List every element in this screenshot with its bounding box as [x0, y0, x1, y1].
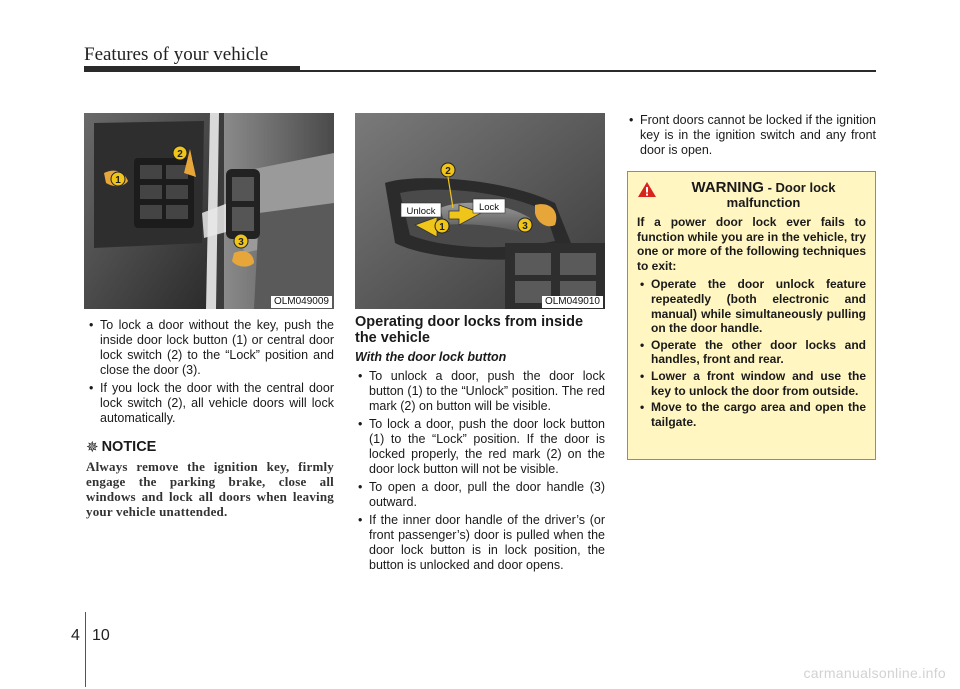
footer-divider [85, 612, 86, 687]
list-item: • To lock a door without the key, push the inside door lock button (1) or central door lock switch (2) to the “Lock” position and close the door (3). [86, 318, 334, 378]
middle-column [355, 314, 605, 576]
middle-bullet-list [355, 369, 605, 573]
unlock-label: Unlock [406, 206, 436, 217]
warning-title [661, 180, 866, 210]
page-header-title: Features of your vehicle [84, 44, 269, 65]
list-item: • Move to the cargo area and open the tailgate. [637, 400, 866, 429]
warning-triangle-icon [637, 181, 657, 198]
svg-text:3: 3 [238, 237, 244, 248]
list-item: • Front doors cannot be locked if the ignition key is in the ignition switch and any front door is open. [626, 113, 876, 158]
left-column [86, 318, 334, 519]
svg-text:2: 2 [445, 166, 451, 177]
list-item: • If the inner door handle of the driver’s (or front passenger’s) door is pulled when the door lock button is in lock position, the button is unlocked and door opens. [355, 513, 605, 573]
header-rule [84, 70, 876, 72]
svg-text:1: 1 [439, 222, 445, 233]
notice-body: Always remove the ignition key, firmly engage the parking brake, close all windows and lock all doors when leaving your vehicle unattended. [86, 459, 334, 519]
figure-code-middle: OLM049010 [542, 296, 603, 308]
left-bullet-list [86, 318, 334, 426]
warning-box [627, 171, 876, 460]
list-item: • To open a door, pull the door handle (3) outward. [355, 480, 605, 510]
warning-list [637, 277, 866, 429]
section-subheading: With the door lock button [355, 350, 507, 364]
list-item: • Lower a front window and use the key to unlock the door from outside. [637, 369, 866, 398]
door-interior-illustration [84, 113, 334, 309]
notice-title-text: NOTICE [101, 439, 157, 455]
lock-label: Lock [478, 202, 500, 213]
warning-word: WARNING [691, 179, 764, 196]
right-column [626, 113, 876, 161]
notice-heading [86, 440, 334, 455]
door-handle-illustration [355, 113, 605, 309]
list-item: • Operate the door unlock feature repeatedly (both electronic and manual) while simultaneously pulling on the door handle. [637, 277, 866, 335]
watermark-text: carmanualsonline.info [803, 665, 946, 681]
figure-code-left: OLM049009 [271, 296, 332, 308]
list-item: • To lock a door, push the door lock button (1) to the “Lock” position. If the door is locked properly, the red mark (2) on the door lock button will not be visible. [355, 417, 605, 477]
warning-subject: - Door lock malfunction [726, 180, 836, 210]
warning-heading [637, 180, 866, 210]
inner-door-handle-photo [355, 113, 605, 309]
door-lock-switch-photo [84, 113, 334, 309]
section-heading: Operating door locks from inside the vehicle [355, 314, 584, 346]
section-number: 4 [71, 627, 80, 644]
list-item: • To unlock a door, push the door lock button (1) to the “Unlock” position. The red mark (2) on button will be visible. [355, 369, 605, 414]
svg-text:2: 2 [177, 149, 183, 160]
svg-text:3: 3 [522, 221, 528, 232]
warning-intro: If a power door lock ever fails to function while you are in the vehicle, try one or more of the following techniques to exit: [637, 215, 866, 273]
list-item: • Operate the other door locks and handles, front and rear. [637, 338, 866, 367]
notice-star-icon: ✵ [86, 439, 99, 456]
svg-text:1: 1 [115, 175, 121, 186]
right-bullet-list [626, 113, 876, 158]
list-item: • If you lock the door with the central door lock switch (2), all vehicle doors will lock automatically. [86, 381, 334, 426]
page-number: 10 [92, 627, 110, 644]
